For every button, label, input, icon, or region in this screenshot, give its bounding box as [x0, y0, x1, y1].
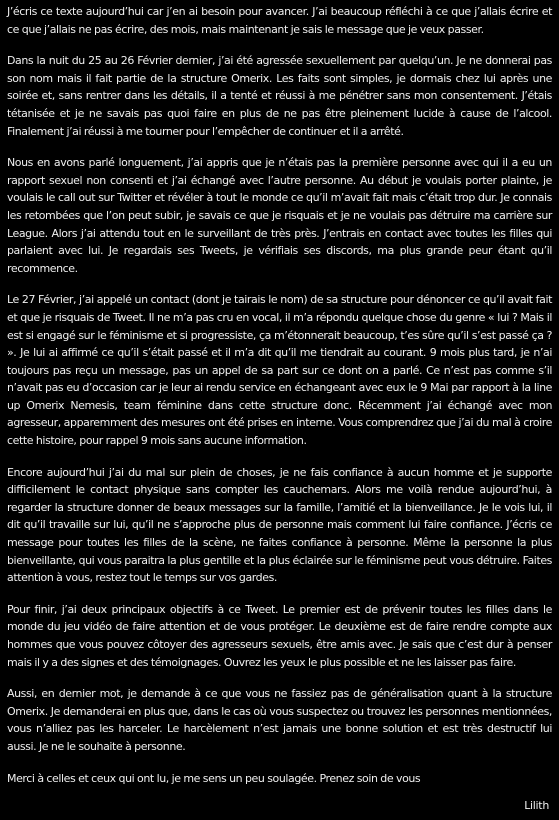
- paragraph-intro: J’écris ce texte aujourd’hui car j’en ai besoin pour avancer. J’ai beaucoup réfléchi à ce que j’allais écrire et ce que j’allais ne pas écrire, des mois, mais maintenant je sais le message que je veux passer.: [7, 5, 552, 36]
- paragraph-objectives: Pour finir, j’ai deux principaux objectifs à ce Tweet. Le premier est de prévenir toutes les filles dans le monde du jeu vidéo de faire attention et de vous protéger. Le deuxième est de faire rendre compte aux hommes que vous pouvez côtoyer des agresseurs sexuels, être amis avec. Je sais que c’est dur à penser mais il y a des signes et des témoignages. Ouvrez les yeux le plus possible et ne les laisser pas faire.: [7, 602, 552, 669]
- paragraph-incident: Dans la nuit du 25 au 26 Février dernier, j’ai été agressée sexuellement par quelqu’un. Je ne donnerai pas son nom mais il fait partie de la structure Omerix. Les faits sont simples, je dormais chez lui après une soirée et, sans rentrer dans les détails, il a tenté et réussi à me pénétrer sans mon consentement. J’étais tétanisée et je ne savais pas quoi faire en plus de ne pas être pleinement lucide à cause de l’alcool. Finalement j’ai réussi à me tourner pour l’empêcher de continuer et il a arrêté.: [7, 54, 552, 138]
- document-body: [7, 3, 552, 801]
- paragraph-final-request: Aussi, en dernier mot, je demande à ce que vous ne fassiez pas de généralisation quant à la structure Omerix. Je demanderai en plus que, dans le cas où vous suspectez ou trouvez les personnes mentionnées, vous n’alliez pas les harceler. Le harcèlement n’est jamais une bonne solution et est très destructif lui aussi. Je ne le souhaite à personne.: [7, 687, 552, 753]
- signature: Lilith: [524, 799, 549, 812]
- paragraph-present: Encore aujourd’hui j’ai du mal sur plein de choses, je ne fais confiance à aucun homme et je supporte difficilement le contact physique sans compter les cauchemars. Alors me voilà rendue aujourd’hui, à regarder la structure donner de beaux messages sur la famille, l’amitié et la bienveillance. Je le vois lui, il dit qu’il travaille sur lui, qu’il ne s’approche plus de personne mais comment lui faire confiance. J’écris ce message pour toutes les filles de la scène, ne faites confiance à personne. Même la personne la plus bienveillante, qui vous paraitra la plus gentille et la plus éclairée sur le féminisme peut vous détruire. Faites attention à vous, restez tout le temps sur vos gardes.: [7, 465, 552, 585]
- paragraph-closing: Merci à celles et ceux qui ont lu, je me sens un peu soulagée. Prenez soin de vous: [7, 771, 421, 785]
- paragraph-aftermath: Nous en avons parlé longuement, j’ai appris que je n’étais pas la première personne avec qui il a eu un rapport sexuel non consenti et j’ai échangé avec l’autre personne. Au début je voulais porter plainte, je voulais le call out sur Twitter et révéler à tout le monde ce qu’il m’avait fait mais c’était trop dur. Je connais les retombées que l’on peut subir, je savais ce que je risquais et je ne voulais pas détruire ma carrière sur League. Alors j’ai attendu tout en le surveillant de très près. J’entrais en contact avec toutes les filles qui parlaient avec lui. Je regardais ses Tweets, je vérifiais ses discords, ma plus grande peur étant qu’il recommence.: [7, 156, 552, 275]
- paragraph-report: Le 27 Février, j’ai appelé un contact (dont je tairais le nom) de sa structure pour dénoncer ce qu’il avait fait et que je risquais de Tweet. Il ne m’a pas cru en vocal, il m’a répondu quelque chose du genre « lui ? Mais il est si engagé sur le féminisme et si progressiste, ça m’étonnerait beaucoup, t’es sûre qu’il s’est passé ça ? ». Je lui ai affirmé ce qu’il s’était passé et il m’a dit qu’il me tiendrait au courant. 9 mois plus tard, je n’ai toujours pas reçu un message, pas un appel de sa part sur ce dont on a parlé. Ce n’est pas comme s’il n’avait pas eu d’occasion car je leur ai rendu service en échangeant avec eux le 9 Mai par rapport à la line up Omerix Nemesis, team féminine dans cette structure donc. Récemment j’ai échangé avec mon agresseur, apparemment des mesures ont été prises en interne. Vous comprendrez que j’ai du mal à croire cette histoire, pour rappel 9 mois sans aucune information.: [7, 293, 552, 448]
